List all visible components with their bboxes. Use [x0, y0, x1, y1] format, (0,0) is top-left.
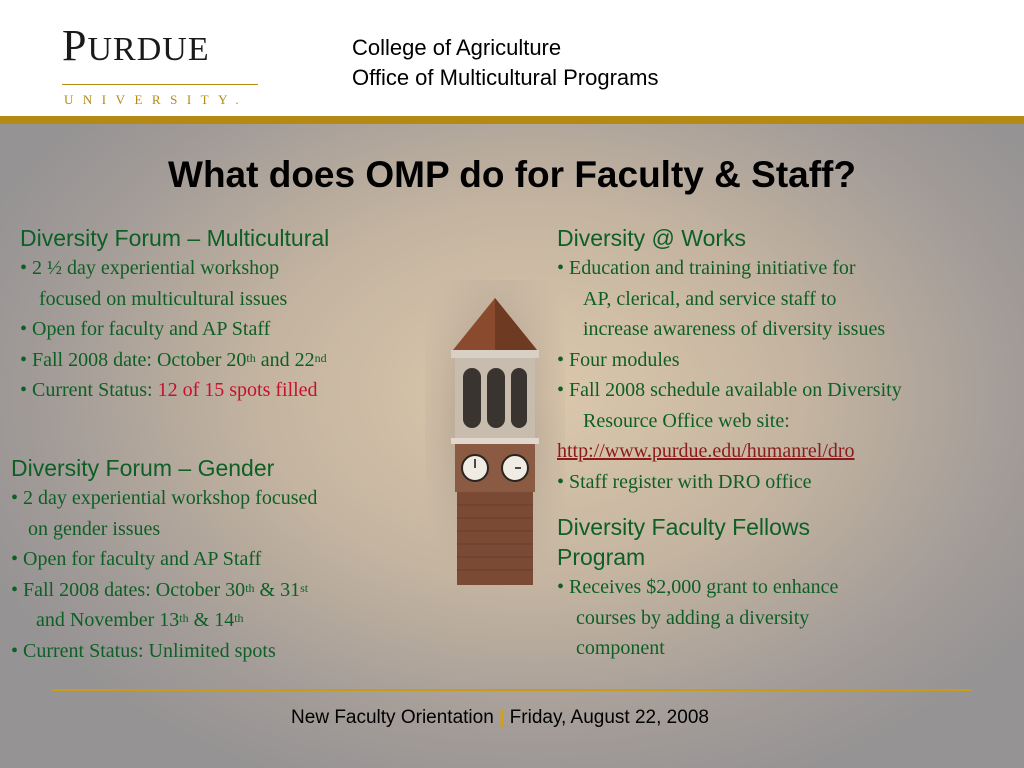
slide-title: What does OMP do for Faculty & Staff? — [168, 154, 856, 195]
diversity-works-heading: Diversity @ Works — [557, 225, 747, 251]
list-item: • Staff register with DRO office — [557, 470, 812, 493]
list-item: • 2 day experiential workshop focused — [11, 487, 318, 509]
purdue-logo — [62, 21, 262, 107]
multicultural-forum-block — [20, 223, 329, 406]
list-item: focused on multicultural issues — [39, 287, 288, 310]
footer: New Faculty Orientation | Friday, August 22, 2008 — [291, 707, 709, 728]
list-item: AP, clerical, and service staff to — [583, 287, 837, 310]
college-name: College of Agriculture — [352, 35, 562, 60]
multicultural-forum-heading: Diversity Forum – Multicultural — [20, 225, 330, 251]
logo-wordmark: PURDUE — [62, 21, 210, 70]
office-name: Office of Multicultural Programs — [352, 65, 659, 90]
gender-forum-block — [11, 453, 317, 666]
list-item: • Open for faculty and AP Staff — [11, 548, 262, 570]
list-item: • Fall 2008 schedule available on Diversity — [557, 379, 902, 401]
list-item: • Receives $2,000 grant to enhance — [557, 576, 839, 598]
list-item: and November 13th & 14th — [36, 609, 244, 631]
status-text: 12 of 15 spots filled — [157, 379, 318, 401]
list-item: component — [576, 637, 665, 659]
header-divider — [0, 116, 1024, 124]
diversity-works-block — [557, 223, 902, 497]
footer-divider — [52, 689, 972, 691]
list-item: Resource Office web site: — [583, 409, 790, 432]
list-item: • Fall 2008 dates: October 30th & 31st — [11, 578, 309, 601]
list-item: • Fall 2008 date: October 20th and 22nd — [20, 348, 327, 371]
header-text — [352, 33, 658, 93]
list-item: • 2 ½ day experiential workshop — [20, 257, 280, 279]
faculty-fellows-block — [557, 512, 838, 664]
bell-tower-image — [425, 280, 565, 585]
faculty-fellows-heading: Diversity Faculty Fellows Program — [557, 514, 811, 570]
dro-website-link[interactable]: http://www.purdue.edu/humanrel/dro — [557, 440, 855, 462]
list-item: • Current Status: Unlimited spots — [11, 639, 276, 662]
list-item: • Four modules — [557, 348, 680, 371]
list-item: on gender issues — [28, 517, 161, 540]
gender-forum-heading: Diversity Forum – Gender — [11, 455, 275, 481]
header — [0, 0, 1024, 116]
list-item: • Open for faculty and AP Staff — [20, 318, 271, 340]
list-item: • Current Status: 12 of 15 spots filled — [20, 379, 318, 401]
logo-university: UNIVERSITY. — [64, 92, 249, 107]
list-item: • Education and training initiative for — [557, 257, 856, 279]
list-item: courses by adding a diversity — [576, 606, 810, 629]
list-item: increase awareness of diversity issues — [583, 318, 886, 340]
logo-rule — [62, 84, 258, 85]
